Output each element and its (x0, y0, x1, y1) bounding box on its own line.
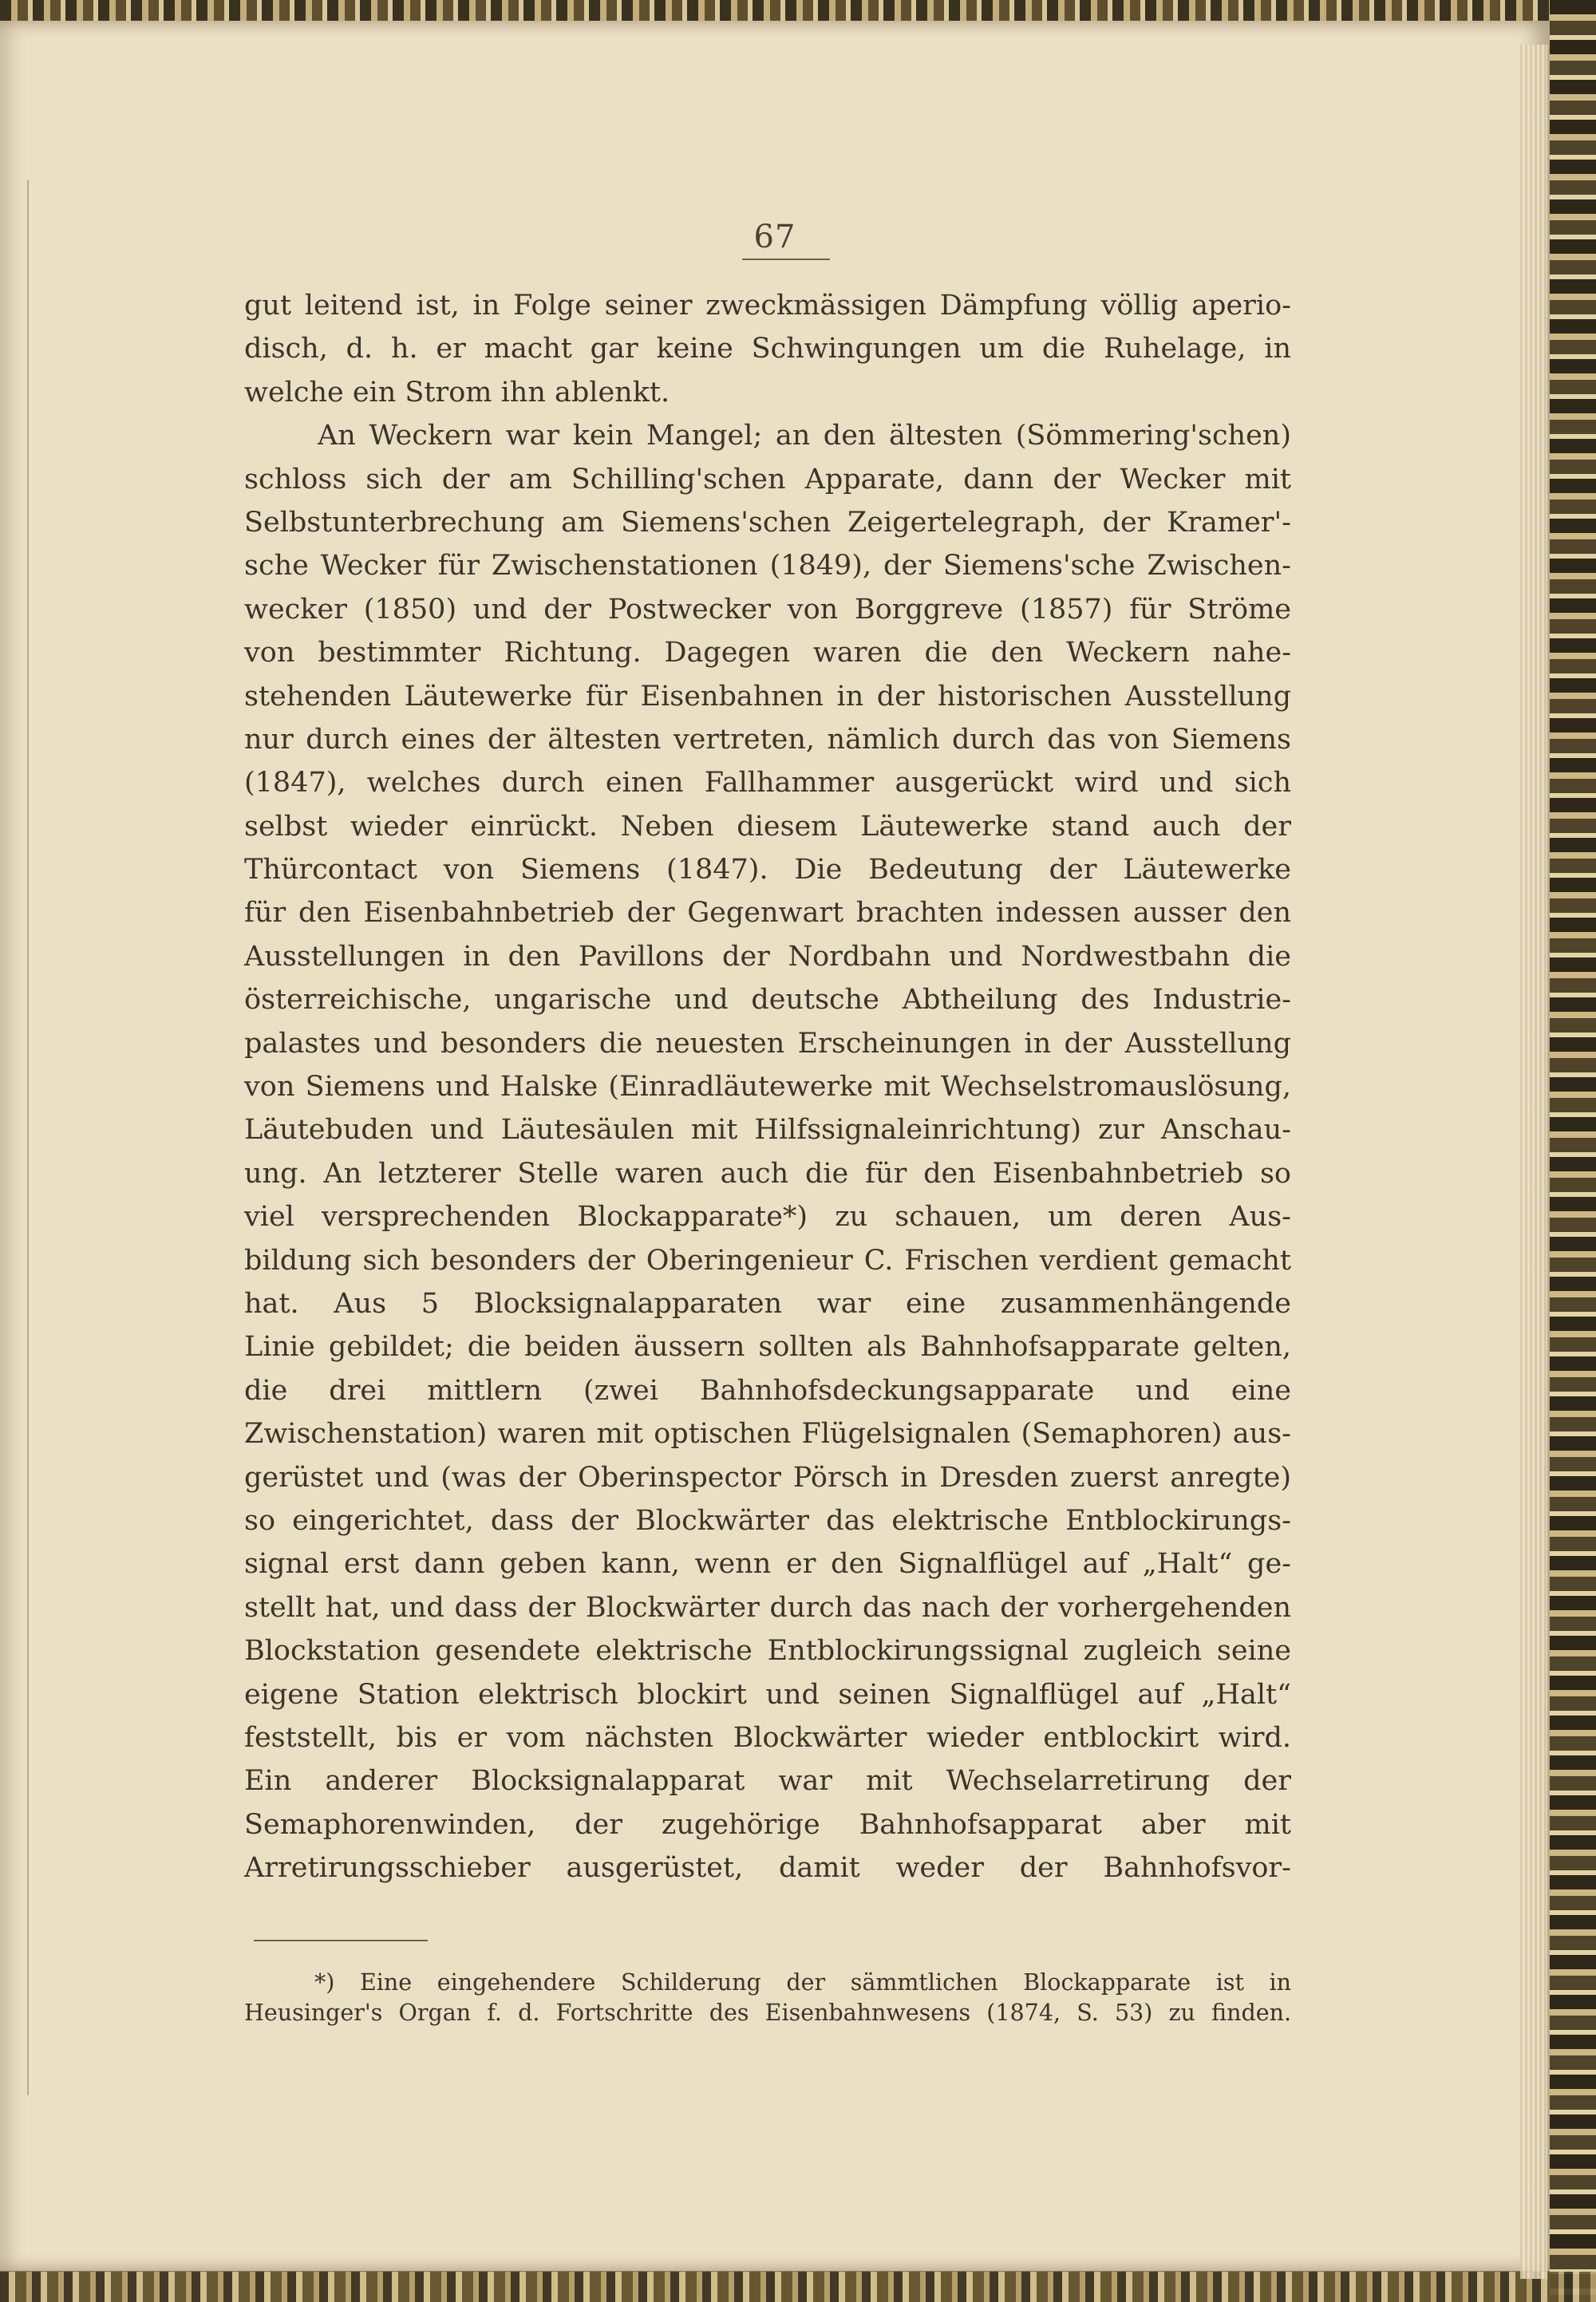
text-line: selbst wieder einrückt. Neben diesem Läutewerke stand auch der (244, 810, 1291, 843)
text-line: ung. An letzterer Stelle waren auch die für den Eisenbahnbetrieb so (244, 1157, 1291, 1190)
text-line: Zwischenstation) waren mit optischen Flügelsignalen (Semaphoren) aus- (244, 1418, 1291, 1451)
book-page (0, 21, 1550, 2271)
text-line: sche Wecker für Zwischenstationen (1849), der Siemens'sche Zwischen- (244, 550, 1291, 582)
text-line: welche ein Strom ihn ablenkt. (244, 376, 670, 409)
marbled-edge-bottom (0, 2272, 1596, 2302)
text-line: bildung sich besonders der Oberingenieur C. Frischen verdient gemacht (244, 1244, 1291, 1277)
text-line: Ausstellungen in den Pavillons der Nordbahn und Nordwestbahn die (244, 940, 1291, 973)
text-line: gut leitend ist, in Folge seiner zweckmässigen Dämpfung völlig aperio- (244, 290, 1291, 322)
text-line: für den Eisenbahnbetrieb der Gegenwart brachten indessen ausser den (244, 897, 1291, 930)
text-line: so eingerichtet, dass der Blockwärter das elektrische Entblockirungs- (244, 1504, 1291, 1537)
marbled-edge-right (1550, 0, 1596, 2302)
page-number-rule (742, 259, 830, 260)
text-line: wecker (1850) und der Postwecker von Borggreve (1857) für Ströme (244, 593, 1291, 626)
text-line: nur durch eines der ältesten vertreten, nämlich durch das von Siemens (244, 723, 1291, 756)
text-line: österreichische, ungarische und deutsche Abtheilung des Industrie- (244, 984, 1291, 1017)
footnote-line: *) Eine eingehendere Schilderung der sämmtlichen Blockapparate ist in (314, 1969, 1291, 1996)
text-line: die drei mittlern (zwei Bahnhofsdeckungsapparate und eine (244, 1374, 1291, 1407)
text-line: feststellt, bis er vom nächsten Blockwärter wieder entblockirt wird. (244, 1721, 1291, 1754)
text-line: hat. Aus 5 Blocksignalapparaten war eine zusammenhängende (244, 1287, 1291, 1320)
text-line: disch, d. h. er macht gar keine Schwingungen um die Ruhelage, in (244, 333, 1291, 365)
text-line: schloss sich der am Schilling'schen Apparate, dann der Wecker mit (244, 463, 1291, 496)
footnote (244, 1968, 1291, 2028)
text-line: Thürcontact von Siemens (1847). Die Bedeutung der Läutewerke (244, 854, 1291, 886)
footnote-rule (254, 1940, 428, 1941)
text-line: An Weckern war kein Mangel; an den ältesten (Sömmering'schen) (318, 420, 1291, 452)
page-number: 67 (753, 219, 796, 255)
text-line: Ein anderer Blocksignalapparat war mit Wechselarretirung der (244, 1765, 1291, 1798)
body-text (244, 284, 1291, 1889)
text-line: Arretirungsschieber ausgerüstet, damit weder der Bahnhofsvor- (244, 1852, 1291, 1885)
page-stack-edge (1520, 45, 1547, 2279)
text-line: stellt hat, und dass der Blockwärter durch das nach der vorhergehenden (244, 1591, 1291, 1624)
text-line: viel versprechenden Blockapparate*) zu schauen, um deren Aus- (244, 1201, 1291, 1234)
gutter-shadow (27, 180, 34, 2095)
text-line: Läutebuden und Läutesäulen mit Hilfssignaleinrichtung) zur Anschau- (244, 1114, 1291, 1147)
text-line: signal erst dann geben kann, wenn er den Signalflügel auf „Halt“ ge- (244, 1548, 1291, 1581)
text-line: palastes und besonders die neuesten Erscheinungen in der Ausstellung (244, 1027, 1291, 1060)
footnote-line: Heusinger's Organ f. d. Fortschritte des Eisenbahnwesens (1874, S. 53) zu finden. (244, 2000, 1291, 2026)
text-line: (1847), welches durch einen Fallhammer ausgerückt wird und sich (244, 767, 1291, 800)
text-line: gerüstet und (was der Oberinspector Pörsch in Dresden zuerst anregte) (244, 1461, 1291, 1494)
text-line: Selbstunterbrechung am Siemens'schen Zeigertelegraph, der Kramer'- (244, 506, 1291, 539)
text-line: Linie gebildet; die beiden äussern sollten als Bahnhofsapparate gelten, (244, 1331, 1291, 1364)
text-line: von Siemens und Halske (Einradläutewerke mit Wechselstromauslösung, (244, 1071, 1291, 1104)
text-line: von bestimmter Richtung. Dagegen waren die den Weckern nahe- (244, 637, 1291, 669)
text-line: Blockstation gesendete elektrische Entblockirungssignal zugleich seine (244, 1635, 1291, 1668)
text-line: stehenden Läutewerke für Eisenbahnen in der historischen Ausstellung (244, 680, 1291, 713)
text-line: eigene Station elektrisch blockirt und seinen Signalflügel auf „Halt“ (244, 1678, 1291, 1711)
text-line: Semaphorenwinden, der zugehörige Bahnhofsapparat aber mit (244, 1808, 1291, 1841)
